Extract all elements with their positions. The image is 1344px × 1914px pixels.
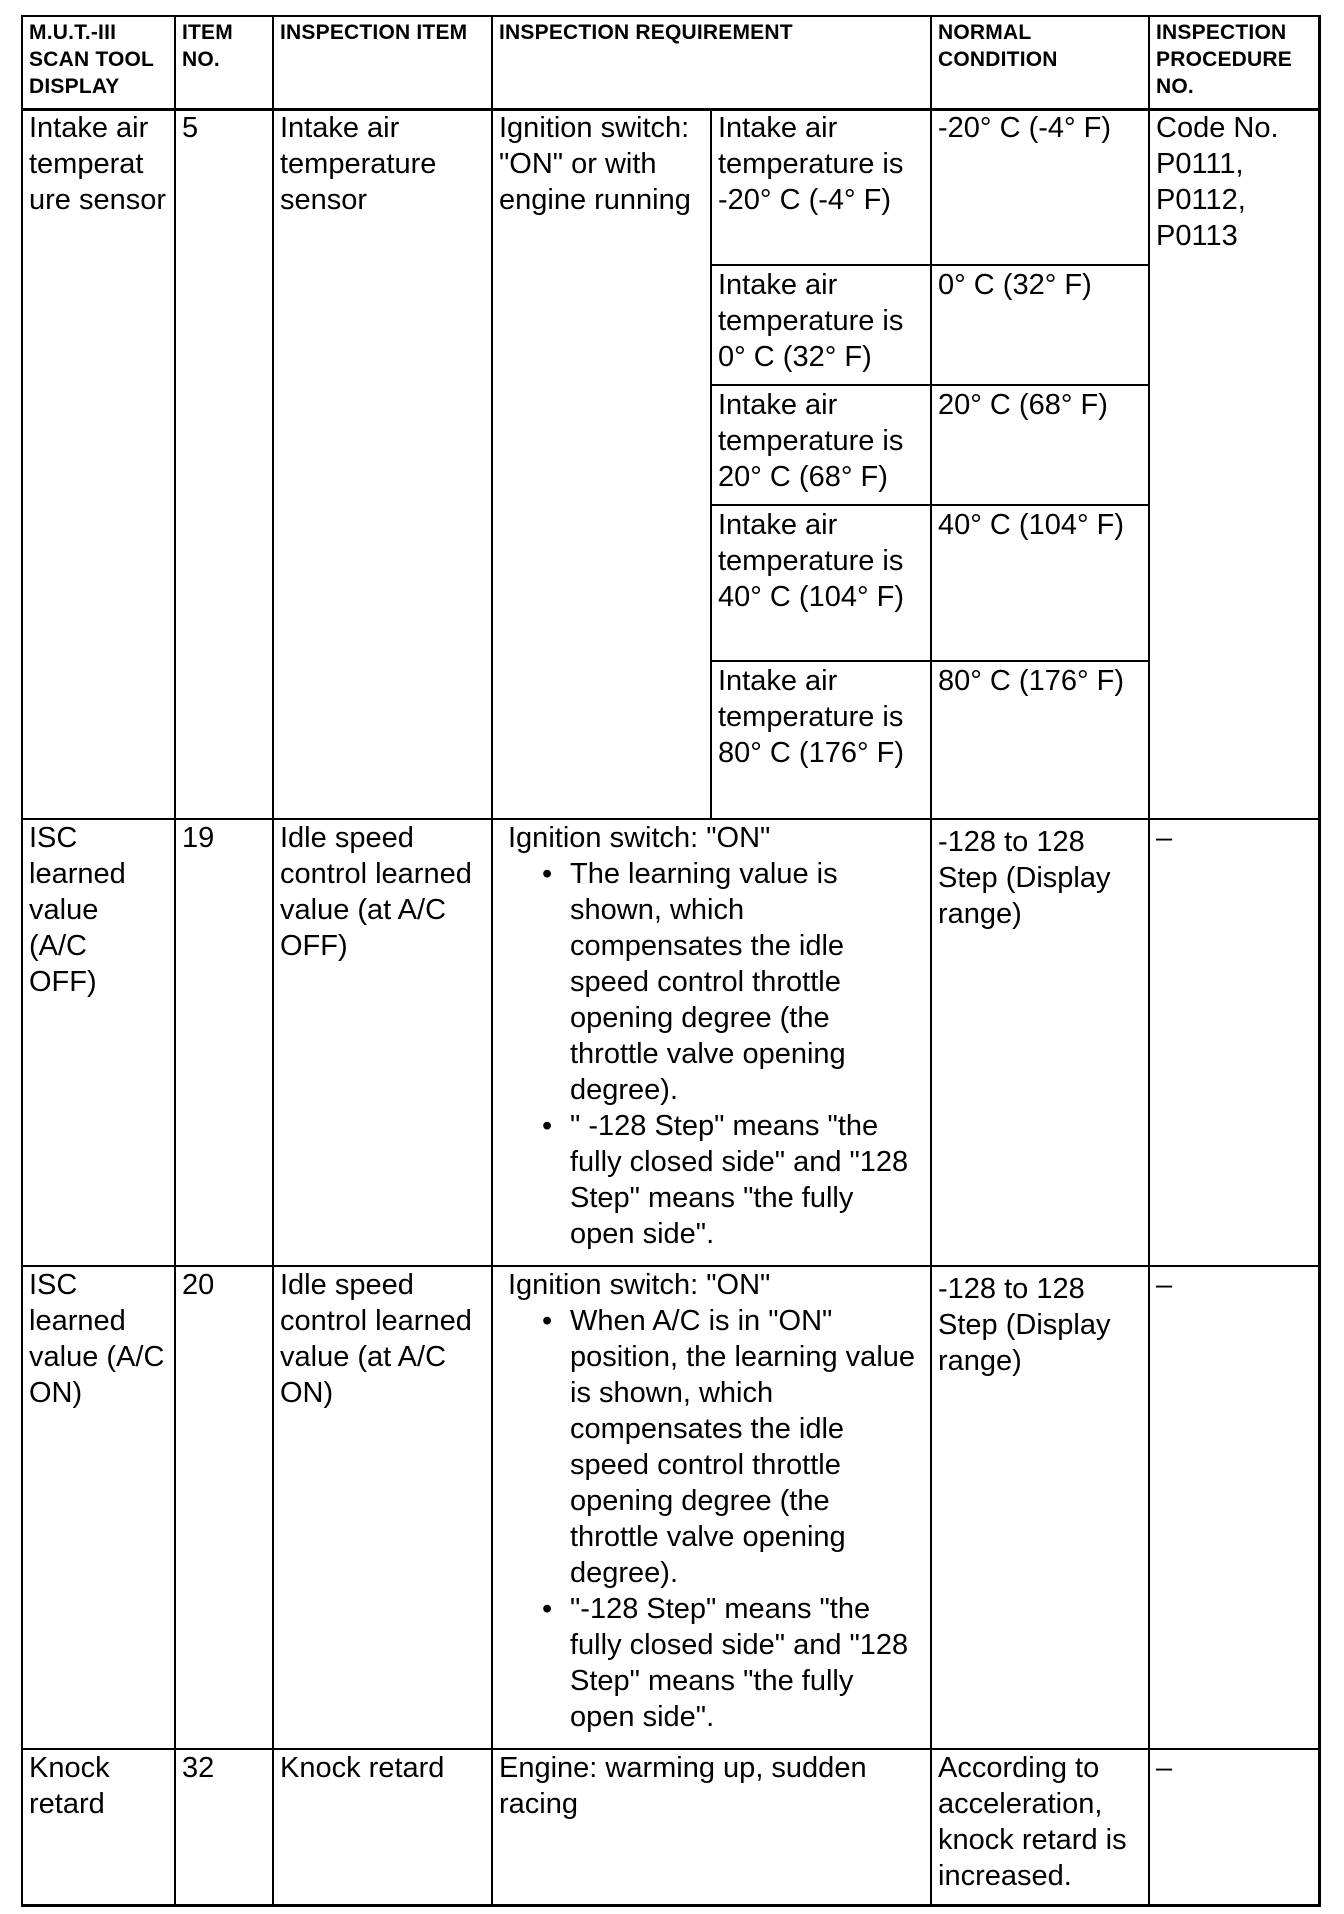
row-display: ISC learned value (A/C ON) [29,1269,165,1409]
row-item-no: 5 [182,112,199,144]
row-inspection-item: Idle speed control learned value (at A/C OFF) [280,822,472,962]
row-requirement [508,820,918,1252]
column-divider [272,15,274,1907]
table-border-right [1318,15,1321,1907]
row-normal-condition: -128 to 128 Step (Display range) [938,826,1111,930]
requirement-bullet: • "-128 Step" means "the fully closed side" and "128 Step" means "the fully open side". [508,1591,918,1735]
subrow-normal: 80° C (176° F) [938,665,1124,697]
row-display: Knock retard [29,1752,110,1820]
subrow-normal: 20° C (68° F) [938,389,1108,421]
subrow-normal: 40° C (104° F) [938,509,1124,541]
row-requirement-condition: Ignition switch: "ON" or with engine running [499,112,691,216]
row-procedure: – [1156,1269,1173,1301]
row-display: Intake air temperat ure sensor [29,112,167,216]
subrow-requirement: Intake air temperature is -20° C (-4° F) [718,112,904,216]
requirement-intro: Ignition switch: "ON" [508,822,771,854]
row-item-no: 20 [182,1269,215,1301]
subrow-divider [710,660,1150,662]
row-requirement [508,1267,918,1735]
column-divider [1148,15,1150,1907]
table-border-bottom [21,1904,1320,1907]
row-inspection-item: Intake air temperature sensor [280,112,437,216]
header-inspection-item: INSPECTION ITEM [280,21,468,44]
header-normal-condition: NORMAL CONDITION [938,21,1058,71]
column-divider [21,15,23,1907]
requirement-intro: Ignition switch: "ON" [508,1269,771,1301]
header-inspection-requirement: INSPECTION REQUIREMENT [499,21,793,44]
row-inspection-item: Idle speed control learned value (at A/C ON) [280,1269,472,1409]
row-procedure: – [1156,1752,1173,1784]
header-item-no: ITEM NO. [182,21,233,71]
subrow-requirement: Intake air temperature is 40° C (104° F) [718,509,904,613]
row-inspection-item: Knock retard [280,1752,445,1784]
requirement-bullet: • When A/C is in "ON" position, the learning value is shown, which compensates the idle speed control throttle opening degree (the throttle valve opening degree). [508,1303,918,1591]
column-divider [174,15,176,1907]
subrow-divider [710,504,1150,506]
subrow-divider [710,264,1150,266]
row-procedure: – [1156,822,1173,854]
column-divider [491,15,493,1907]
header-procedure-no: INSPECTION PROCEDURE NO. [1156,21,1292,98]
row-display: ISC learned value (A/C OFF) [29,822,126,998]
requirement-bullet: • " -128 Step" means "the fully closed side" and "128 Step" means "the fully open side". [508,1108,918,1252]
subrow-normal: -20° C (-4° F) [938,112,1112,144]
table-border-top [21,15,1320,17]
requirement-bullet: • The learning value is shown, which compensates the idle speed control throttle opening degree (the throttle valve opening degree). [508,856,918,1108]
subrow-requirement: Intake air temperature is 0° C (32° F) [718,269,904,373]
subrow-normal: 0° C (32° F) [938,269,1092,301]
row-normal-condition: -128 to 128 Step (Display range) [938,1273,1111,1377]
row-item-no: 32 [182,1752,215,1784]
row-requirement: Engine: warming up, sudden racing [499,1752,867,1820]
column-divider [930,15,932,1907]
row-item-no: 19 [182,822,215,854]
subrow-divider [710,384,1150,386]
subrow-requirement: Intake air temperature is 20° C (68° F) [718,389,904,493]
row-normal-condition: According to acceleration, knock retard is increased. [938,1752,1127,1892]
row-procedure: Code No. P0111, P0112, P0113 [1156,112,1279,252]
subrow-requirement: Intake air temperature is 80° C (176° F) [718,665,904,769]
header-display: M.U.T.-III SCAN TOOL DISPLAY [29,21,154,98]
